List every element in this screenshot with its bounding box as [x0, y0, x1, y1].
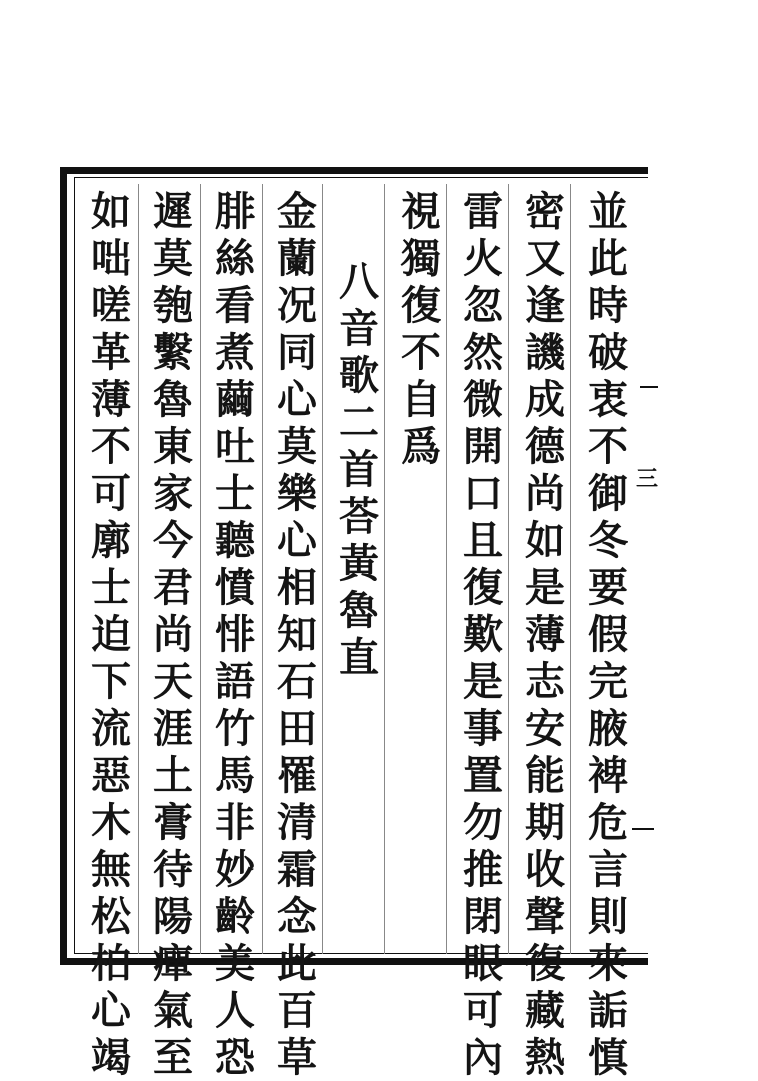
column-character: 不	[588, 423, 628, 470]
column-character: 樂	[277, 470, 317, 517]
column-character: 閉	[463, 893, 503, 940]
column-character: 歎	[463, 611, 503, 658]
column-character: 待	[153, 846, 193, 893]
column-character: 收	[525, 846, 565, 893]
column-character: 言	[588, 846, 628, 893]
column-character: 詬	[588, 987, 628, 1034]
column-character: 破	[588, 329, 628, 376]
column-character: 如	[525, 517, 565, 564]
column-character: 流	[91, 705, 131, 752]
column-character: 御	[588, 470, 628, 517]
column-character: 自	[401, 376, 441, 423]
column-character: 期	[525, 799, 565, 846]
column-character: 荅	[339, 493, 379, 540]
column-character: 是	[463, 658, 503, 705]
column-character: 二	[339, 399, 379, 446]
column-character: 心	[277, 517, 317, 564]
column-character: 腋	[588, 705, 628, 752]
column-character: 柏	[91, 940, 131, 987]
column-character: 八	[339, 258, 379, 305]
column-character: 推	[463, 846, 503, 893]
column-character: 衷	[588, 376, 628, 423]
text-column-7	[210, 188, 260, 1081]
column-character: 士	[215, 470, 255, 517]
column-character: 薄	[91, 376, 131, 423]
column-character: 革	[91, 329, 131, 376]
column-character: 天	[153, 658, 193, 705]
column-rule	[262, 184, 263, 954]
column-character: 美	[215, 940, 255, 987]
column-character: 裨	[588, 752, 628, 799]
column-character: 雷	[463, 188, 503, 235]
text-column-3	[458, 188, 508, 1081]
column-character: 火	[463, 235, 503, 282]
column-character: 草	[277, 1034, 317, 1081]
column-character: 薄	[525, 611, 565, 658]
column-character: 爲	[401, 423, 441, 470]
column-character: 廓	[91, 517, 131, 564]
column-character: 君	[153, 564, 193, 611]
column-character: 繭	[215, 376, 255, 423]
column-character: 尚	[153, 611, 193, 658]
column-rule	[570, 184, 571, 954]
column-character: 德	[525, 423, 565, 470]
column-character: 馬	[215, 752, 255, 799]
column-character: 絲	[215, 235, 255, 282]
column-character: 相	[277, 564, 317, 611]
fold-edge-mark-bottom	[632, 828, 654, 830]
column-character: 並	[588, 188, 628, 235]
column-character: 人	[215, 987, 255, 1034]
column-character: 口	[463, 470, 503, 517]
column-character: 知	[277, 611, 317, 658]
column-character: 密	[525, 188, 565, 235]
column-character: 此	[588, 235, 628, 282]
column-character: 腓	[215, 188, 255, 235]
column-character: 事	[463, 705, 503, 752]
text-column-9	[86, 188, 136, 1081]
column-character: 嗟	[91, 282, 131, 329]
column-character: 可	[91, 470, 131, 517]
column-character: 音	[339, 305, 379, 352]
column-rule	[138, 184, 139, 954]
column-character: 百	[277, 987, 317, 1034]
column-character: 熱	[525, 1034, 565, 1081]
column-character: 心	[91, 987, 131, 1034]
fold-edge-mark-top	[640, 386, 658, 388]
column-character: 如	[91, 188, 131, 235]
column-character: 能	[525, 752, 565, 799]
text-column-1	[583, 188, 633, 1081]
column-character: 復	[401, 282, 441, 329]
column-character: 竭	[91, 1034, 131, 1081]
column-character: 眼	[463, 940, 503, 987]
column-character: 木	[91, 799, 131, 846]
column-rule	[200, 184, 201, 954]
margin-page-number: 三	[636, 466, 659, 492]
column-rule	[322, 184, 323, 954]
column-character: 莫	[277, 423, 317, 470]
column-character: 假	[588, 611, 628, 658]
column-rule	[508, 184, 509, 954]
column-character: 石	[277, 658, 317, 705]
column-character: 下	[91, 658, 131, 705]
column-character: 同	[277, 329, 317, 376]
column-character: 魯	[339, 587, 379, 634]
column-character: 冬	[588, 517, 628, 564]
column-character: 開	[463, 423, 503, 470]
column-character: 悱	[215, 611, 255, 658]
column-character: 要	[588, 564, 628, 611]
column-character: 惡	[91, 752, 131, 799]
column-character: 蘭	[277, 235, 317, 282]
text-column-8	[148, 188, 198, 1081]
column-character: 且	[463, 517, 503, 564]
column-character: 直	[339, 634, 379, 681]
column-character: 清	[277, 799, 317, 846]
column-character: 又	[525, 235, 565, 282]
column-character: 東	[153, 423, 193, 470]
column-character: 不	[91, 423, 131, 470]
column-character: 視	[401, 188, 441, 235]
column-character: 語	[215, 658, 255, 705]
column-rule	[446, 184, 447, 954]
column-character: 至	[153, 1034, 193, 1081]
column-character: 心	[277, 376, 317, 423]
column-character: 吐	[215, 423, 255, 470]
column-character: 罹	[277, 752, 317, 799]
column-character: 時	[588, 282, 628, 329]
column-character: 復	[463, 564, 503, 611]
column-character: 齡	[215, 893, 255, 940]
column-character: 微	[463, 376, 503, 423]
column-character: 憤	[215, 564, 255, 611]
column-character: 士	[91, 564, 131, 611]
column-character: 氣	[153, 987, 193, 1034]
column-character: 家	[153, 470, 193, 517]
poem-title-column	[334, 258, 384, 681]
column-character: 慎	[588, 1034, 628, 1081]
column-character: 是	[525, 564, 565, 611]
column-character: 迫	[91, 611, 131, 658]
column-character: 安	[525, 705, 565, 752]
column-character: 忽	[463, 282, 503, 329]
column-character: 咄	[91, 235, 131, 282]
column-character: 竹	[215, 705, 255, 752]
column-character: 危	[588, 799, 628, 846]
column-character: 恐	[215, 1034, 255, 1081]
column-character: 逢	[525, 282, 565, 329]
column-character: 置	[463, 752, 503, 799]
column-character: 膏	[153, 799, 193, 846]
column-character: 非	[215, 799, 255, 846]
column-character: 松	[91, 893, 131, 940]
column-character: 聽	[215, 517, 255, 564]
column-character: 此	[277, 940, 317, 987]
column-character: 無	[91, 846, 131, 893]
column-character: 田	[277, 705, 317, 752]
column-character: 首	[339, 446, 379, 493]
column-character: 藏	[525, 987, 565, 1034]
column-character: 陽	[153, 893, 193, 940]
column-character: 繫	[153, 329, 193, 376]
column-character: 土	[153, 752, 193, 799]
column-character: 歌	[339, 352, 379, 399]
column-character: 癉	[153, 940, 193, 987]
column-character: 獨	[401, 235, 441, 282]
column-character: 煮	[215, 329, 255, 376]
column-character: 成	[525, 376, 565, 423]
column-character: 志	[525, 658, 565, 705]
column-character: 不	[401, 329, 441, 376]
column-character: 則	[588, 893, 628, 940]
column-character: 可	[463, 987, 503, 1034]
column-character: 來	[588, 940, 628, 987]
column-character: 譏	[525, 329, 565, 376]
column-character: 看	[215, 282, 255, 329]
column-character: 念	[277, 893, 317, 940]
column-character: 霜	[277, 846, 317, 893]
column-character: 遲	[153, 188, 193, 235]
text-column-2	[520, 188, 570, 1081]
column-character: 金	[277, 188, 317, 235]
column-character: 然	[463, 329, 503, 376]
column-character: 况	[277, 282, 317, 329]
column-character: 匏	[153, 282, 193, 329]
column-character: 莫	[153, 235, 193, 282]
column-character: 勿	[463, 799, 503, 846]
column-character: 完	[588, 658, 628, 705]
column-character: 黃	[339, 540, 379, 587]
text-column-4	[396, 188, 446, 470]
column-character: 復	[525, 940, 565, 987]
text-column-6	[272, 188, 322, 1081]
column-character: 妙	[215, 846, 255, 893]
column-character: 聲	[525, 893, 565, 940]
column-character: 魯	[153, 376, 193, 423]
column-rule	[384, 184, 385, 954]
column-character: 內	[463, 1034, 503, 1081]
column-character: 今	[153, 517, 193, 564]
column-character: 涯	[153, 705, 193, 752]
column-character: 尚	[525, 470, 565, 517]
